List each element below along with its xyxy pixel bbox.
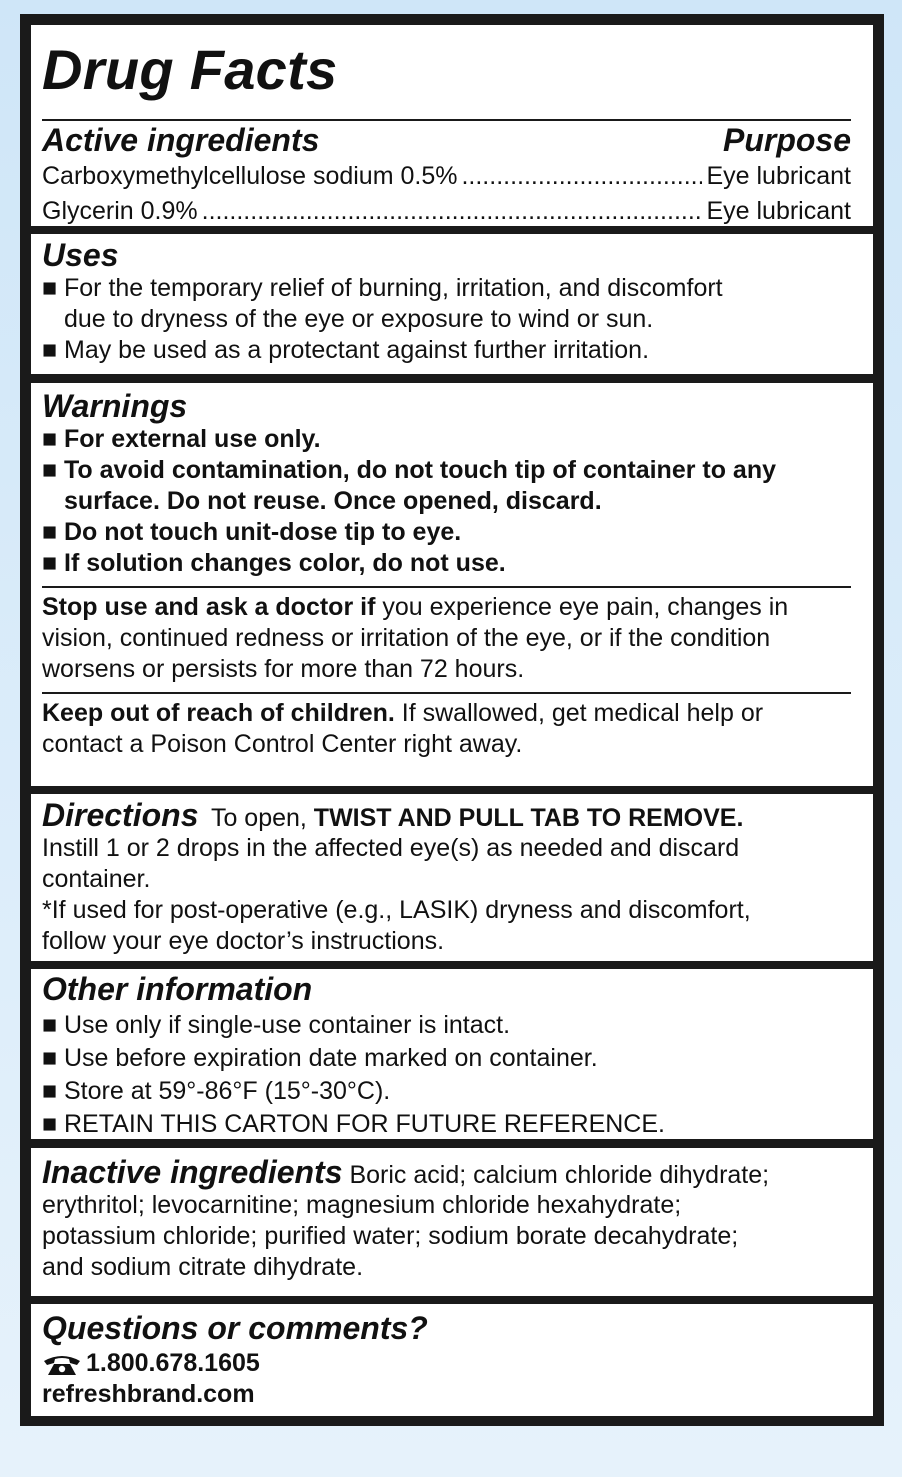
leader-dots — [461, 159, 702, 194]
other-information-box — [31, 969, 873, 1139]
directions-text: *If used for post-operative (e.g., LASIK) dryness and discomfort, — [42, 896, 751, 924]
list-item: ■ Store at 59°-86°F (15°-30°C). — [42, 1075, 851, 1108]
leader-dots — [202, 194, 703, 229]
list-item: ■ For the temporary relief of burning, irritation, and discomfort — [42, 274, 723, 302]
ingredient-name: Carboxymethylcellulose sodium 0.5% — [42, 162, 458, 190]
warnings-heading: Warnings — [42, 388, 188, 424]
keep-out-text-line: contact a Poison Control Center right away. — [42, 730, 523, 758]
uses-heading: Uses — [42, 237, 119, 273]
bullet-icon: ■ — [42, 1110, 58, 1138]
ingredient-row — [42, 159, 851, 194]
page-title: Drug Facts — [42, 38, 338, 101]
phone-number[interactable]: 1.800.678.1605 — [86, 1349, 260, 1377]
bullet-icon: ■ — [42, 1077, 58, 1105]
warning-item: ■ Do not touch unit-dose tip to eye. — [42, 518, 462, 546]
directions-instruction: TWIST AND PULL TAB TO REMOVE. — [313, 804, 744, 832]
list-item: ■ RETAIN THIS CARTON FOR FUTURE REFERENCE. — [42, 1108, 851, 1141]
ingredient-purpose: Eye lubricant — [706, 162, 851, 190]
directions-text: Instill 1 or 2 drops in the affected eye(s) as needed and discard — [42, 834, 740, 862]
bullet-icon: ■ — [42, 549, 58, 577]
ingredient-name: Glycerin 0.9% — [42, 197, 198, 225]
bullet-icon: ■ — [42, 1011, 58, 1039]
bullet-icon: ■ — [42, 274, 58, 302]
warnings-box — [31, 383, 873, 786]
telephone-icon — [42, 1353, 82, 1375]
directions-text: follow your eye doctor’s instructions. — [42, 927, 445, 955]
other-information-heading: Other information — [42, 971, 313, 1007]
inactive-header-line — [42, 1154, 851, 1190]
list-item-continuation: due to dryness of the eye or exposure to wind or sun. — [64, 305, 654, 333]
stop-use-text-line: vision, continued redness or irritation of the eye, or if the condition — [42, 624, 771, 652]
inactive-text: Boric acid; calcium chloride dihydrate; — [342, 1161, 770, 1189]
warning-item-continuation: surface. Do not reuse. Once opened, discard. — [64, 487, 602, 515]
active-ingredients-box — [31, 25, 873, 226]
phone-line[interactable] — [42, 1348, 851, 1379]
uses-box — [31, 234, 873, 374]
directions-text: container. — [42, 865, 151, 893]
stop-use-text-line: worsens or persists for more than 72 hours. — [42, 655, 525, 683]
drug-facts-panel — [20, 14, 884, 1426]
warnings-divider — [42, 586, 851, 588]
warning-item: ■ For external use only. — [42, 425, 321, 453]
directions-heading: Directions — [42, 797, 199, 833]
warning-item: ■ If solution changes color, do not use. — [42, 549, 506, 577]
warnings-divider — [42, 692, 851, 694]
questions-box — [31, 1304, 873, 1416]
list-item: ■ May be used as a protectant against further irritation. — [42, 336, 650, 364]
ingredient-purpose: Eye lubricant — [706, 197, 851, 225]
inactive-text: potassium chloride; purified water; sodium borate decahydrate; — [42, 1222, 739, 1250]
purpose-heading: Purpose — [722, 122, 851, 158]
directions-header-line: Directions To open, TWIST AND PULL TAB TO REMOVE. — [42, 797, 744, 833]
bullet-icon: ■ — [42, 1044, 58, 1072]
list-item: ■ Use before expiration date marked on container. — [42, 1042, 851, 1075]
inactive-text: erythritol; levocarnitine; magnesium chloride hexahydrate; — [42, 1191, 682, 1219]
inactive-ingredients-box — [31, 1148, 873, 1296]
inactive-text: and sodium citrate dihydrate. — [42, 1253, 364, 1281]
bullet-icon: ■ — [42, 456, 58, 484]
bullet-icon: ■ — [42, 425, 58, 453]
inactive-ingredients-heading: Inactive ingredients — [42, 1154, 343, 1190]
stop-use-text: Stop use and ask a doctor if you experience eye pain, changes in — [42, 593, 789, 621]
website-link[interactable]: refreshbrand.com — [42, 1380, 255, 1408]
directions-box — [31, 794, 873, 961]
active-ingredients-heading: Active ingredients — [42, 122, 320, 158]
ingredient-row — [42, 194, 851, 229]
keep-out-text: Keep out of reach of children. If swallowed, get medical help or — [42, 699, 764, 727]
bullet-icon: ■ — [42, 518, 58, 546]
list-item: ■ Use only if single-use container is intact. — [42, 1009, 851, 1042]
bullet-icon: ■ — [42, 336, 58, 364]
questions-heading: Questions or comments? — [42, 1310, 428, 1346]
warning-item: ■ To avoid contamination, do not touch tip of container to any — [42, 456, 777, 484]
